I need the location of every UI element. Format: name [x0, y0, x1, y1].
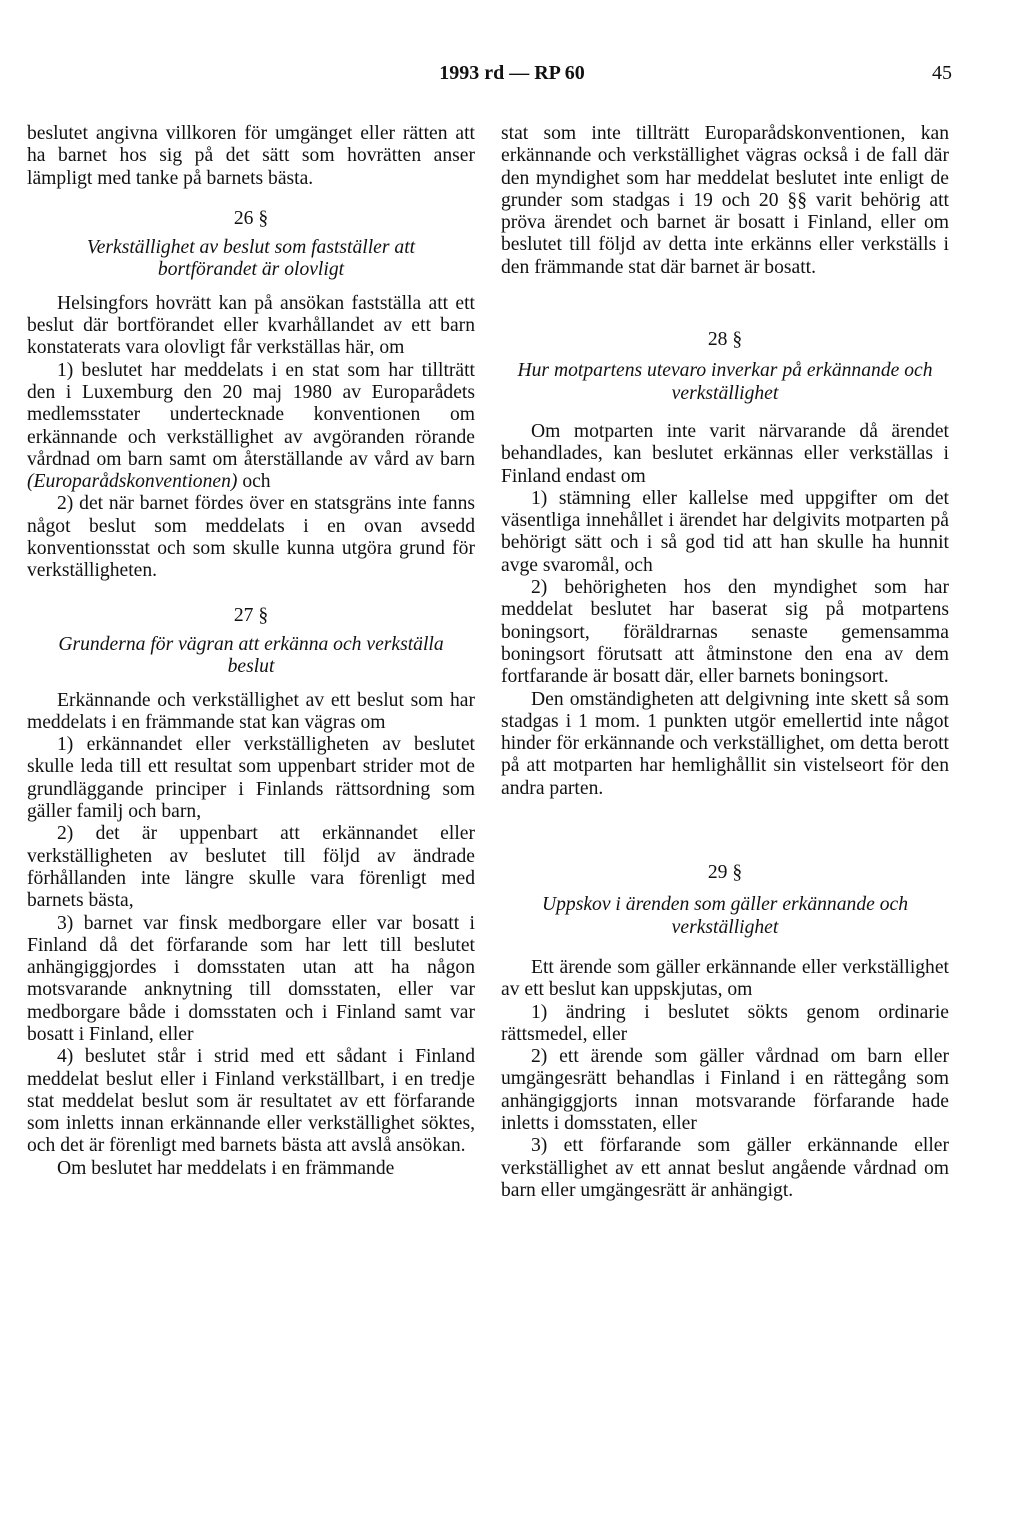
section-27-title: Grunderna för vägran att erkänna och verkställa beslut: [58, 633, 444, 678]
section-28-paragraph-2: Den omständigheten att delgivning inte skett så som stadgas i 1 mom. 1 punkten utgör emellertid inte något hinder för erkännande och verkställighet, om detta berott på att motparten har hemlighållit sin vistelseort för den andra parten.: [501, 688, 949, 799]
section-27-item-3: 3) barnet var finsk medborgare eller var bosatt i Finland då det förfarande som har lett till beslutet anhängiggjordes i domsstaten utan att ha någon motsvarande anknytning till domsstaten, eller var medborgare både i domsstaten och i Finland samt var bosatt i Finland, eller: [27, 912, 475, 1045]
section-29-title: Uppskov i ärenden som gäller erkännande och verkställighet: [541, 894, 909, 938]
section-26-number: 26 §: [233, 207, 269, 229]
section-28-paragraph: Om motparten inte varit närvarande då ärendet behandlades, kan beslutet erkännas eller verkställas i Finland endast om: [501, 420, 949, 487]
section-26-item-1-end: och: [242, 471, 271, 493]
section-26-item-2: 2) det när barnet fördes över en statsgräns inte fanns något beslut som meddelats i en ovan avsedd konventionsstat och som skulle kunna utgöra grund för verkställigheten.: [27, 493, 475, 582]
section-27-number: 27 §: [233, 604, 269, 626]
page-number: 45: [932, 62, 952, 84]
section-29-item-3: 3) ett förfarande som gäller erkännande eller verkställighet av ett annat beslut angående vårdnad om barn eller umgängesrätt är anhängigt.: [501, 1135, 949, 1201]
section-26-paragraph: Helsingfors hovrätt kan på ansökan fastställa att ett beslut där bortförandet eller kvarhållandet av ett barn konstaterats vara olovligt får verkställas här, om: [27, 292, 475, 359]
section-27-paragraph: Erkännande och verkställighet av ett beslut som har meddelats i en främmande stat kan vägras om: [27, 689, 475, 733]
section-28-item-2: 2) behörigheten hos den myndighet som har meddelat beslutet har baserat sig på motpartens boningsort, föräldrarnas senaste gemensamma boningsort förutsatt att åtminstone den ena av dem fortfarande är bosatt där, eller barnets boningsort.: [501, 577, 949, 688]
right-column: [501, 123, 949, 1202]
page-header: [0, 62, 1024, 92]
section-29-number: 29 §: [707, 862, 743, 884]
section-27-paragraph-2: Om beslutet har meddelats i en främmande: [57, 1157, 395, 1179]
section-26-item-1-text: 1) beslutet har meddelats i en stat som har tillträtt den i Luxemburg den 20 maj 1980 av Europarådets medlemsstater undertecknade konventionen om erkännande och verkställighet av avgöranden rörande vårdnad om barn samt om återställande av vård av barn: [27, 359, 475, 470]
section-28-item-1: 1) stämning eller kallelse med uppgifter om det väsentliga innehållet i ärendet har delgivits motparten på behörigt sätt och i så god tid att han skulle ha hunnit avge svaromål, och: [501, 487, 949, 576]
convention-name: (Europarådskonventionen): [27, 471, 238, 493]
section-28-number: 28 §: [707, 329, 743, 351]
section-27-item-4: 4) beslutet står i strid med ett sådant i Finland meddelat beslut eller i Finland verkställbart, i en tredje stat meddelat beslut som är resultatet av ett förfarande som inletts innan erkännande eller verkställighet söktes, och det är förenligt med barnets bästa att avslå ansökan.: [27, 1046, 475, 1157]
section-29-item-2: 2) ett ärende som gäller vårdnad om barn eller umgängesrätt behandlas i Finland i en rättegång som anhängiggjorts innan motsvarande förfarande hade inletts i domsstaten, eller: [501, 1046, 949, 1134]
section-26-item-1: [27, 360, 475, 494]
section-29-paragraph: Ett ärende som gäller erkännande eller verkställighet av ett beslut kan uppskjutas, om: [501, 956, 949, 1001]
continued-paragraph-right: stat som inte tillträtt Europarådskonventionen, kan erkännande och verkställighet vägras också i de fall där den myndighet som har meddelat beslutet inte enligt de grunder som stadgas i 19 och 20 §§ varit behörig att pröva ärendet och barnet är bosatt i Finland, eller om beslutet till följd av detta inte erkänns eller verkställs i den främmande stat där barnet är bosatt.: [501, 123, 949, 278]
section-29-item-1: 1) ändring i beslutet sökts genom ordinarie rättsmedel, eller: [501, 1001, 949, 1045]
section-26-title: Verkställighet av beslut som fastställer att bortförandet är olovligt: [86, 237, 416, 281]
section-27-item-2: 2) det är uppenbart att erkännandet eller verkställigheten av beslutet till följd av ändrade förhållanden inte längre skulle vara förenligt med barnets bästa,: [27, 823, 475, 912]
continued-paragraph: beslutet angivna villkoren för umgänget eller rätten att ha barnet hos sig på det sätt som hovrätten anser lämpligt med tanke på barnets bästa.: [27, 123, 475, 189]
section-27-item-1: 1) erkännandet eller verkställigheten av beslutet skulle leda till ett resultat som uppenbart strider mot de grundläggande principer i Finlands rättsordning som gäller familj och barn,: [27, 734, 475, 823]
running-title: 1993 rd — RP 60: [439, 62, 585, 84]
left-column: [27, 123, 475, 1180]
section-28-title: Hur motpartens utevaro inverkar på erkännande och verkställighet: [517, 360, 933, 404]
